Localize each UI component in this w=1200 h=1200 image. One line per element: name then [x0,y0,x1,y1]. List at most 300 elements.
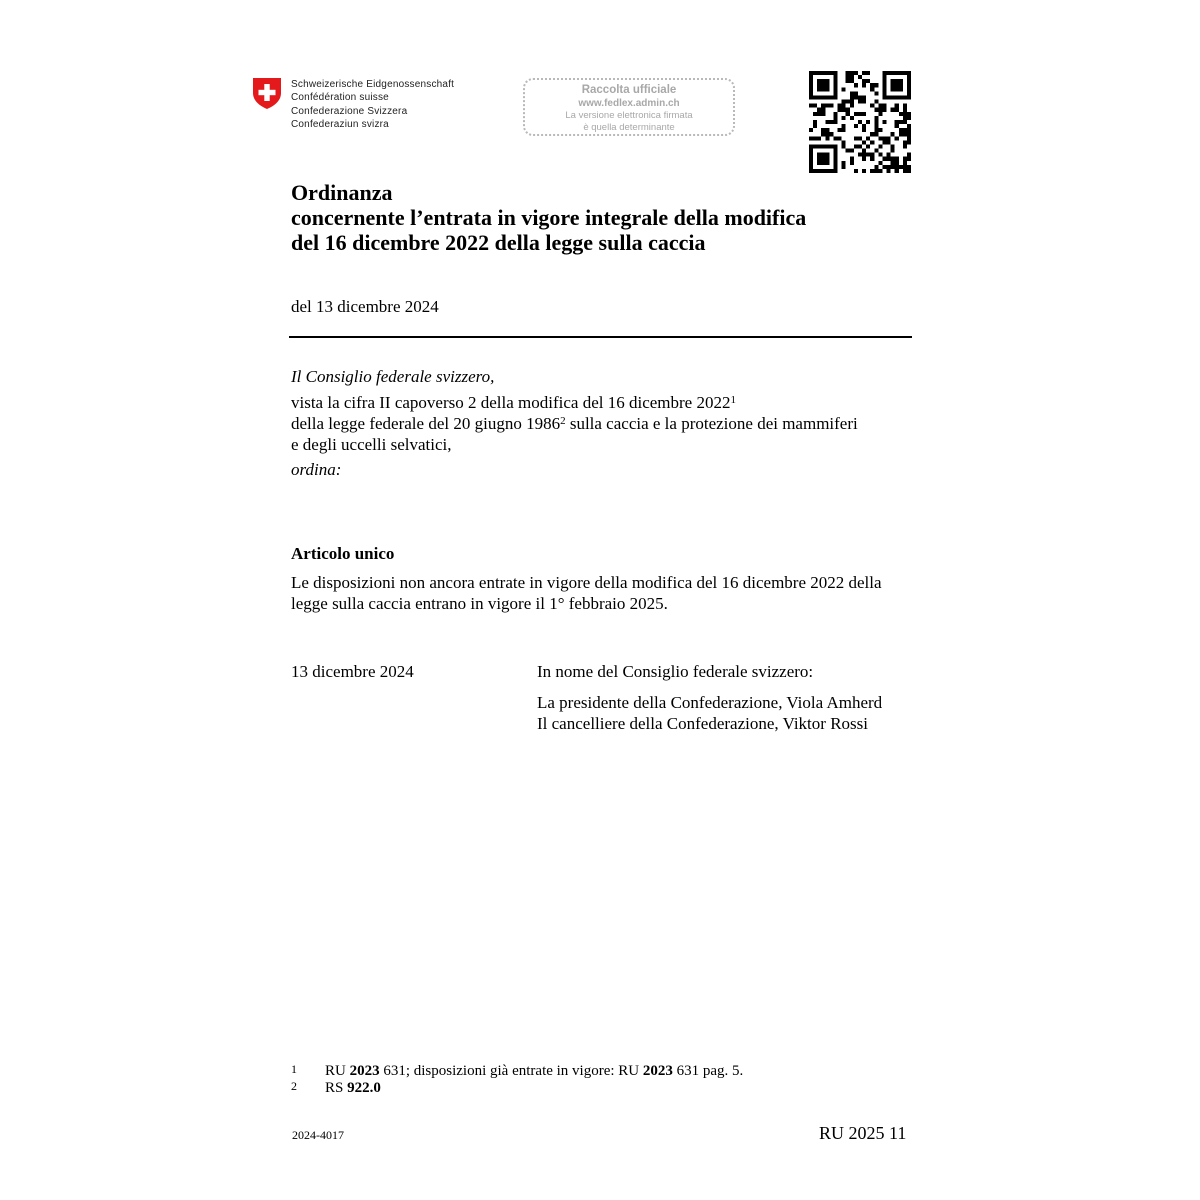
footnote-1-text-a: RU [325,1063,350,1079]
qr-module [895,87,899,91]
qr-module [899,87,903,91]
qr-module [825,95,829,99]
qr-module [862,157,866,161]
qr-module [842,165,846,169]
qr-module [817,161,821,165]
qr-module [882,75,886,79]
qr-module [842,87,846,91]
qr-module [907,83,911,87]
footnote-2-rs-number: 922.0 [347,1080,381,1096]
qr-module [817,79,821,83]
qr-module [903,157,907,161]
qr-module [821,79,825,83]
qr-module [874,124,878,128]
confederation-name-it: Confederazione Svizzera [291,105,408,117]
qr-module [866,136,870,140]
qr-module [825,157,829,161]
qr-module [899,128,903,132]
qr-module [874,100,878,104]
qr-module [809,169,813,173]
qr-module [874,165,878,169]
footnote-2-number: 2 [291,1079,297,1093]
qr-module [907,157,911,161]
qr-module [842,104,846,108]
qr-module [821,71,825,75]
qr-module [817,153,821,157]
qr-module [907,124,911,128]
qr-module [891,87,895,91]
qr-module [858,120,862,124]
qr-module [903,140,907,144]
qr-module [870,132,874,136]
qr-module [887,95,891,99]
qr-module [899,132,903,136]
article-heading: Articolo unico [291,544,395,563]
qr-module [846,79,850,83]
qr-module [866,120,870,124]
qr-module [903,128,907,132]
qr-module [882,120,886,124]
qr-module [895,165,899,169]
qr-module [895,169,899,173]
qr-module [813,169,817,173]
qr-module [870,153,874,157]
article-line-1: Le disposizioni non ancora entrate in vigore della modifica del 16 dicembre 2022 della [291,573,882,592]
qr-module [862,79,866,83]
qr-module [870,104,874,108]
qr-module [846,112,850,116]
qr-module [825,161,829,165]
qr-module [850,95,854,99]
qr-module [882,165,886,169]
qr-module [907,169,911,173]
qr-module [882,136,886,140]
qr-module [874,132,878,136]
qr-module [817,169,821,173]
qr-module [846,108,850,112]
qr-module [850,161,854,165]
qr-module [862,169,866,173]
stamp-url: www.fedlex.admin.ch [578,98,680,109]
qr-module [850,157,854,161]
footnote-2-text: RS [325,1080,348,1096]
stamp-note-2: è quella determinante [583,122,675,133]
qr-module [846,100,850,104]
qr-module [817,87,821,91]
qr-module [850,75,854,79]
qr-module [821,153,825,157]
qr-module [887,157,891,161]
qr-module [821,169,825,173]
preamble-line-1-text: vista la cifra II capoverso 2 della modifica del 16 dicembre 2022 [291,393,731,412]
qr-module [809,79,813,83]
qr-module [878,169,882,173]
qr-module [833,112,837,116]
signature-president: La presidente della Confederazione, Viola Amherd [537,693,883,712]
qr-module [813,71,817,75]
qr-module [838,136,842,140]
qr-module [907,116,911,120]
qr-module [899,95,903,99]
qr-module [887,153,891,157]
confederation-name-fr: Confédération suisse [291,92,389,104]
qr-module [862,71,866,75]
footnote-ref-1[interactable]: 1 [730,394,736,406]
qr-module [878,136,882,140]
qr-module [833,153,837,157]
title-divider [289,336,912,338]
qr-module [825,104,829,108]
qr-module [858,144,862,148]
qr-module [829,71,833,75]
qr-module [833,161,837,165]
official-collection-stamp [523,78,735,136]
qr-module [870,169,874,173]
qr-module [854,83,858,87]
qr-module [833,116,837,120]
qr-module [842,144,846,148]
qr-module [874,108,878,112]
qr-module [891,71,895,75]
qr-module [882,87,886,91]
qr-module [825,169,829,173]
qr-module [891,95,895,99]
qr-module [907,136,911,140]
qr-module [833,83,837,87]
qr-module [882,79,886,83]
qr-module [882,104,886,108]
qr-module [891,157,895,161]
qr-module [854,124,858,128]
qr-module [870,87,874,91]
footnote-1-year-2: 2023 [642,1063,673,1079]
qr-module [862,153,866,157]
qr-module [858,112,862,116]
footnote-1-text-c: 631 pag. 5. [672,1063,744,1079]
qr-module [842,124,846,128]
qr-module [821,161,825,165]
qr-module [850,104,854,108]
qr-module [809,165,813,169]
qr-module [858,153,862,157]
qr-module [862,83,866,87]
qr-module [842,128,846,132]
footnote-1-number: 1 [291,1062,297,1076]
qr-module [809,83,813,87]
qr-module [833,157,837,161]
qr-module [891,108,895,112]
qr-module [862,112,866,116]
preamble-line-2 [291,413,858,434]
stamp-note-1: La versione elettronica firmata [565,110,693,121]
qr-code-icon [809,71,911,173]
qr-module [903,161,907,165]
qr-module [825,144,829,148]
document-number: 2024-4017 [292,1128,344,1142]
qr-module [842,161,846,165]
qr-module [813,112,817,116]
qr-module [870,83,874,87]
qr-module [809,128,813,132]
qr-module [813,95,817,99]
qr-module [846,71,850,75]
qr-module [838,128,842,132]
qr-module [833,169,837,173]
qr-module [903,120,907,124]
signature-chancellor: Il cancelliere della Confederazione, Viktor Rossi [537,714,868,733]
qr-module [809,104,813,108]
qr-module [842,100,846,104]
qr-module [882,140,886,144]
qr-module [891,83,895,87]
qr-module [833,91,837,95]
swiss-coat-of-arms-icon [252,77,282,110]
qr-module [825,71,829,75]
qr-module [825,87,829,91]
qr-module [903,165,907,169]
qr-module [891,165,895,169]
qr-module [878,144,882,148]
qr-module [903,112,907,116]
qr-module [899,83,903,87]
qr-module [809,136,813,140]
confederation-name-rm: Confederaziun svizra [291,119,389,131]
confederation-name-de: Schweizerische Eidgenossenschaft [291,79,455,90]
qr-module [895,157,899,161]
qr-module [821,132,825,136]
qr-module [825,128,829,132]
qr-module [870,157,874,161]
qr-module [891,161,895,165]
qr-module [887,165,891,169]
qr-module [862,95,866,99]
qr-module [821,112,825,116]
qr-module [907,165,911,169]
qr-module [825,79,829,83]
qr-module [833,79,837,83]
qr-module [809,149,813,153]
qr-module [874,116,878,120]
qr-module [899,71,903,75]
qr-module [887,169,891,173]
qr-module [899,79,903,83]
qr-module [862,149,866,153]
qr-module [878,108,882,112]
footnote-ref-2[interactable]: 2 [560,415,566,427]
qr-module [882,157,886,161]
qr-module [842,140,846,144]
qr-module [895,95,899,99]
qr-module [874,169,878,173]
qr-module [829,104,833,108]
qr-module [887,136,891,140]
qr-module [809,87,813,91]
qr-module [899,165,903,169]
qr-module [862,140,866,144]
qr-module [850,71,854,75]
qr-module [854,144,858,148]
qr-module [833,95,837,99]
preamble-line-3: e degli uccelli selvatici, [291,435,452,454]
qr-module [895,83,899,87]
qr-module [817,95,821,99]
qr-module [846,75,850,79]
qr-module [825,83,829,87]
qr-module [809,157,813,161]
qr-module [809,153,813,157]
qr-module [891,144,895,148]
qr-module [866,153,870,157]
qr-module [833,144,837,148]
qr-module [813,136,817,140]
qr-module [882,91,886,95]
qr-module [809,71,813,75]
qr-module [813,104,817,108]
qr-module [858,100,862,104]
ordinance-date: del 13 dicembre 2024 [291,297,439,316]
qr-module [895,120,899,124]
qr-module [874,83,878,87]
qr-module [882,95,886,99]
preamble-ordina: ordina: [291,460,342,479]
preamble-line-2-text-a: della legge federale del 20 giugno 1986 [291,414,561,433]
qr-module [825,136,829,140]
qr-module [858,95,862,99]
qr-module [850,116,854,120]
qr-module [821,157,825,161]
qr-module [850,79,854,83]
footnote-1-year-1: 2023 [349,1063,380,1079]
qr-module [821,108,825,112]
qr-module [907,91,911,95]
qr-module [821,87,825,91]
qr-module [907,132,911,136]
qr-module [907,112,911,116]
qr-module [817,108,821,112]
qr-module [874,128,878,132]
qr-module [809,91,813,95]
qr-module [907,71,911,75]
qr-module [903,95,907,99]
qr-module [809,161,813,165]
qr-module [825,120,829,124]
stamp-title: Raccolta ufficiale [581,84,677,96]
qr-module [817,83,821,87]
qr-module [821,83,825,87]
qr-module [899,120,903,124]
qr-module [866,144,870,148]
qr-module [854,91,858,95]
qr-module [878,112,882,116]
qr-module [907,153,911,157]
qr-module [833,136,837,140]
qr-module [907,95,911,99]
qr-module [817,144,821,148]
qr-module [809,95,813,99]
qr-module [862,100,866,104]
qr-module [850,91,854,95]
qr-module [874,120,878,124]
qr-module [882,83,886,87]
qr-module [895,108,899,112]
qr-module [903,132,907,136]
qr-module [825,132,829,136]
qr-module [817,112,821,116]
title-line-2: concernente l’entrata in vigore integrale della modifica [291,205,807,230]
qr-module [854,112,858,116]
article-line-2: legge sulla caccia entrano in vigore il 1° febbraio 2025. [291,594,668,613]
qr-module [878,128,882,132]
qr-module [907,140,911,144]
title-line-1: Ordinanza [291,180,393,205]
qr-module [907,128,911,132]
qr-module [821,144,825,148]
qr-module [878,153,882,157]
qr-module [858,136,862,140]
qr-module [809,75,813,79]
preamble-line-2-text-b: sulla caccia e la protezione dei mammiferi [565,414,858,433]
qr-module [907,79,911,83]
qr-module [903,116,907,120]
qr-module [903,104,907,108]
qr-module [858,75,862,79]
qr-module [833,71,837,75]
qr-module [833,165,837,169]
qr-module [874,91,878,95]
qr-module [907,75,911,79]
preamble-authority: Il Consiglio federale svizzero, [291,367,495,386]
qr-module [829,169,833,173]
qr-module [829,132,833,136]
qr-module [866,79,870,83]
signature-on-behalf: In nome del Consiglio federale svizzero: [537,662,814,681]
qr-module [809,144,813,148]
qr-module [895,161,899,165]
qr-module [829,120,833,124]
qr-module [825,153,829,157]
qr-module [874,149,878,153]
qr-module [829,95,833,99]
qr-module [850,100,854,104]
qr-module [891,79,895,83]
qr-module [817,157,821,161]
ru-reference: RU 2025 11 [819,1123,907,1143]
qr-module [821,128,825,132]
qr-module [817,71,821,75]
qr-module [833,75,837,79]
qr-module [833,120,837,124]
qr-module [887,140,891,144]
document-title [291,180,806,255]
qr-module [895,79,899,83]
qr-module [903,71,907,75]
qr-module [838,108,842,112]
qr-module [895,136,899,140]
qr-module [891,132,895,136]
footnote-1-text-b: 631; disposizioni già entrate in vigore: RU [379,1063,643,1079]
qr-module [903,144,907,148]
title-line-3: del 16 dicembre 2022 della legge sulla caccia [291,230,706,255]
qr-module [821,104,825,108]
qr-module [882,108,886,112]
qr-module [813,124,817,128]
qr-module [878,104,882,108]
qr-module [862,128,866,132]
qr-module [813,120,817,124]
signature-date: 13 dicembre 2024 [291,662,414,681]
qr-module [833,87,837,91]
confederation-names [291,78,454,132]
